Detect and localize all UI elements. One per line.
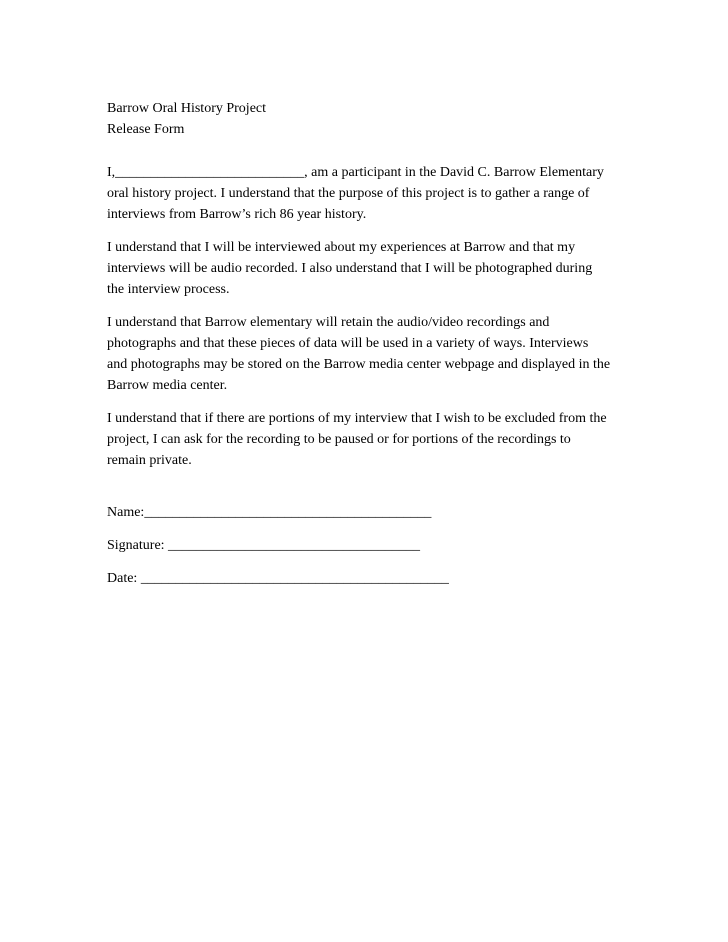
name-field: Name:_________________________________________ — [107, 505, 432, 520]
project-title: Barrow Oral History Project — [107, 101, 267, 116]
form-title: Release Form — [107, 122, 185, 137]
signature-field: Signature: ____________________________________ — [107, 538, 421, 553]
date-field: Date: ____________________________________________ — [107, 571, 449, 586]
paragraph-interview: I understand that I will be interviewed about my experiences at Barrow and that my interviews will be audio recorded. I also understand that I will be photographed during the interview process. — [107, 240, 593, 297]
paragraph-retention: I understand that Barrow elementary will retain the audio/video recordings and photographs and that these pieces of data will be used in a variety of ways. Interviews and photographs may be stored on the Barrow media center webpage and displayed in the Barrow media center. — [107, 315, 611, 393]
paragraph-exclusion: I understand that if there are portions of my interview that I wish to be excluded from the project, I can ask for the recording to be paused or for portions of the recordings to remain private. — [107, 411, 607, 468]
document-content — [107, 98, 647, 589]
paragraph-participant: I,___________________________, am a participant in the David C. Barrow Elementary oral history project. I understand that the purpose of this project is to gather a range of interviews from Barrow’s rich 86 year history. — [107, 165, 604, 222]
